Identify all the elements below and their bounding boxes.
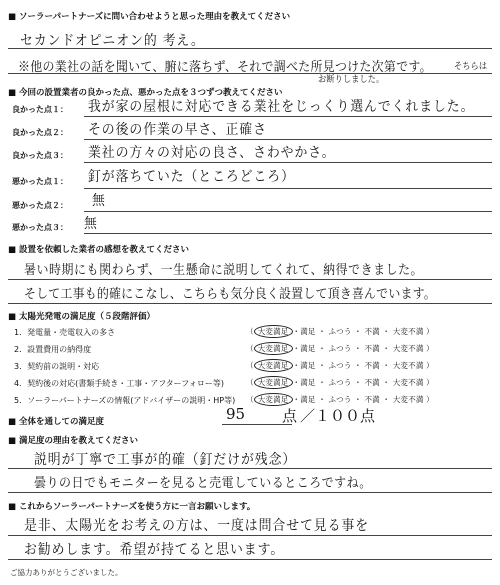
rule-line [8,279,492,280]
q7-title: ■ これからソーラーパートナーズを使う方に一言お願いします。 [8,500,255,512]
rule-line [8,73,492,74]
rule-line [84,162,492,163]
rating-selected-circle: 大変満足 [254,359,293,372]
rating-item-2-label: 2．設置費用の納得度 [14,345,92,354]
rating-selected-circle: 大変満足 [254,376,293,389]
bad1-label: 悪かった点１： [12,177,68,186]
q7-answer-line1: 是非、太陽光をお考えの方は、一度は問合せて見る事を [24,518,369,534]
q3-answer-line2: そして工事も的確にこなし、こちらも気分良く設置して頂き喜んでいます。 [24,287,436,302]
q5-title: ■ 全体を通しての満足度 [8,415,104,427]
rule-line [8,492,492,493]
q6-answer-line2: 曇りの日でもモニターを見ると売電しているところですね。 [34,476,372,491]
q7-answer-line2: お勧めします。希望が持てると思います。 [24,542,285,558]
q3-title: ■ 設置を依頼した業者の感想を教えてください [8,243,189,255]
q6-answer-line1: 説明が丁寧で工事が的確（釘だけが残念） [34,452,297,468]
score-total: ／１００点 [300,407,376,425]
bad2-answer: 無 [92,193,106,209]
q2-title: ■ 今回の設置業者の良かった点、悪かった点を３つずつ教えてください [8,86,283,98]
bad2-label: 悪かった点２： [12,201,68,210]
good2-label: 良かった点２： [12,128,68,137]
rule-line [8,559,492,560]
q1-answer-line1: セカンドオピニオン的 考え。 [20,33,205,49]
rule-line [84,211,492,212]
rating-item-3-label: 3．契約前の説明・対応 [14,362,100,371]
q1-title: ■ ソーラーパートナーズに問い合わせようと思った理由を教えてください [8,10,290,22]
good1-answer: 我が家の屋根に対応できる業社をじっくり選んでくれました。 [88,99,475,115]
rule-line [84,116,492,117]
q1-answer-tail: そちらは [454,62,488,72]
score-unit: 点 [282,407,298,425]
rule-line [84,188,492,189]
q3-answer-line1: 暑い時期にも関わらず、一生懸命に説明してくれて、納得できました。 [24,263,424,278]
rating-selected-circle: 大変満足 [254,325,293,338]
rule-line [8,48,492,49]
rule-line [84,233,492,234]
rule-line [8,468,492,469]
q6-title: ■ 満足度の理由を教えてください [8,434,138,446]
rating-item-1-label: 1．発電量・売電収入の多さ [14,328,116,337]
rating-selected-circle: 大変満足 [254,342,293,355]
q1-answer-line3: お断りしました。 [318,75,385,85]
score-underline [222,424,292,425]
rating-item-3-scale: （ 大変満足 ・満足 ・ ふつう ・ 不満 ・ 大変不満 ） [246,361,434,370]
rating-selected-circle: 大変満足 [254,393,293,406]
q1-answer-line2: ※他の業社の話を聞いて、腑に落ちず、それで調べた所見つけた次第です。 [18,60,432,75]
rule-line [8,303,492,304]
good3-answer: 業社の方々の対応の良さ、さわやかさ。 [88,145,336,161]
bad3-answer: 無 [84,216,98,232]
rating-item-4-label: 4．契約後の対応(書類手続き・工事・アフターフォロー等) [14,379,224,388]
rating-item-4-scale: （ 大変満足 ・満足 ・ ふつう ・ 不満 ・ 大変不満 ） [246,378,434,387]
bad1-answer: 釘が落ちていた（ところどころ） [88,169,295,185]
rating-item-5-scale: （ 大変満足 ・満足 ・ ふつう ・ 不満 ・ 大変不満 ） [246,395,434,404]
good3-label: 良かった点３： [12,151,68,160]
rating-item-2-scale: （ 大変満足 ・満足 ・ ふつう ・ 不満 ・ 大変不満 ） [246,344,434,353]
good2-answer: その後の作業の早さ、正確さ [88,122,267,138]
good1-label: 良かった点１： [12,105,68,114]
score-value: 95 [226,405,246,423]
rating-item-5-label: 5．ソーラーパートナーズの情報(アドバイザーの説明・HP等) [14,396,236,405]
footer-thanks: ご協力ありがとうございました。 [10,568,123,577]
rule-line [8,535,492,536]
q4-title: ■ 太陽光発電の満足度（５段階評価） [8,310,155,322]
bad3-label: 悪かった点３： [12,223,68,232]
rule-line [84,139,492,140]
rating-item-1-scale: （ 大変満足 ・満足 ・ ふつう ・ 不満 ・ 大変不満 ） [246,327,434,336]
